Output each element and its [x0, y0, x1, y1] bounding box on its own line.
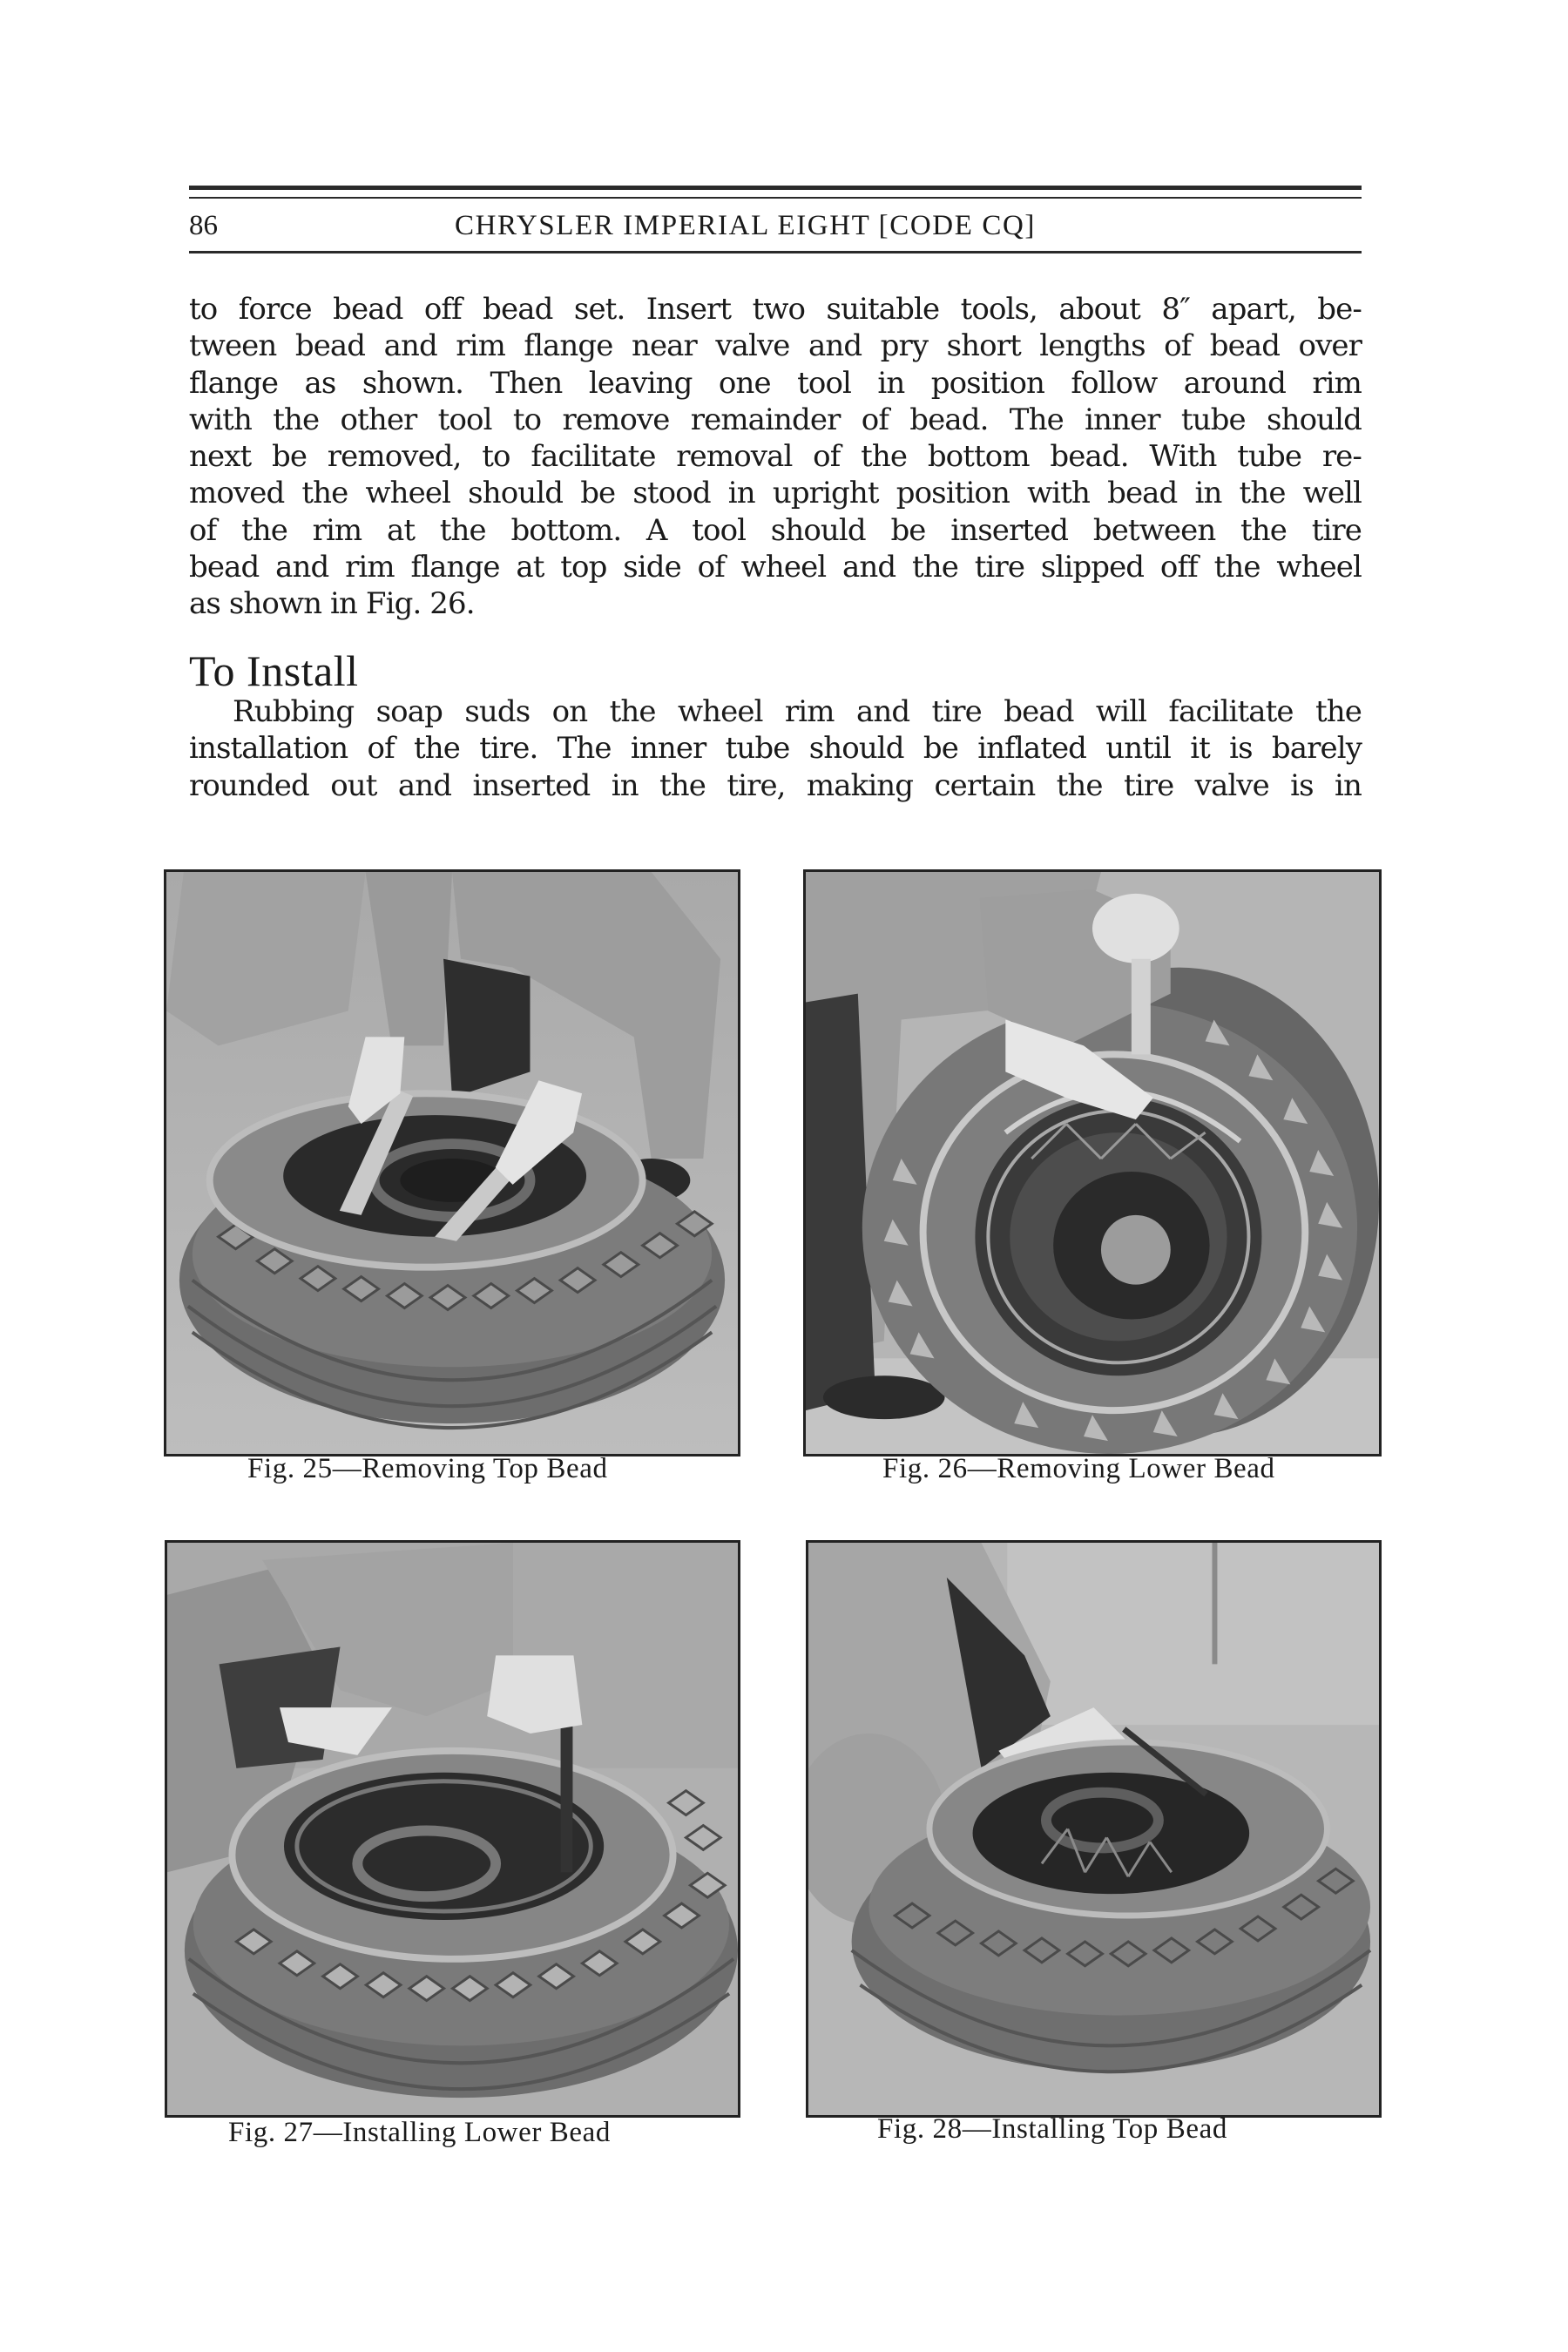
figure-28-caption: Fig. 28—Installing Top Bead [877, 2113, 1227, 2145]
running-title: CHRYSLER IMPERIAL EIGHT [CODE CQ] [455, 210, 1036, 241]
figure-27-caption: Fig. 27—Installing Lower Bead [228, 2117, 612, 2148]
figure-26-photo [803, 869, 1382, 1456]
text-line: of the rim at the bottom. A tool should be inserted between the tire [189, 512, 1362, 548]
page-number: 86 [189, 210, 218, 241]
text-line: next be removed, to facilitate removal of the bottom bead. With tube re- [189, 439, 1362, 475]
section-heading-to-install: To Install [189, 646, 359, 695]
text-line: with the other tool to remove remainder of bead. The inner tube should [189, 402, 1362, 437]
figure-26-caption: Fig. 26—Removing Lower Bead [882, 1453, 1275, 1484]
header-rule-thick [189, 186, 1362, 190]
text-line: Rubbing soap suds on the wheel rim and tire bead will facilitate the [233, 694, 1362, 729]
body-paragraph-2 [189, 693, 1362, 804]
header-rule-thin [189, 197, 1362, 199]
tire-photo-icon [166, 872, 738, 1454]
tire-photo-icon [808, 1543, 1379, 2115]
text-line: rounded out and inserted in the tire, making certain the tire valve is in [189, 767, 1362, 803]
text-line: bead and rim flange at top side of wheel and the tire slipped off the wheel [189, 550, 1362, 585]
figure-25-caption: Fig. 25—Removing Top Bead [247, 1453, 608, 1484]
figure-27-photo [165, 1540, 740, 2118]
text-line: flange as shown. Then leaving one tool in position follow around rim [189, 365, 1362, 401]
body-paragraph-1 [189, 291, 1362, 623]
figure-25-photo [164, 869, 740, 1456]
text-line: moved the wheel should be stood in upright position with bead in the well [189, 476, 1362, 511]
text-line: to force bead off bead set. Insert two suitable tools, about 8″ apart, be- [189, 292, 1362, 327]
text-line: installation of the tire. The inner tube should be inflated until it is barely [189, 731, 1362, 767]
figure-28-photo [806, 1540, 1382, 2118]
text-line: tween bead and rim flange near valve and pry short lengths of bead over [189, 328, 1362, 364]
tire-photo-icon [167, 1543, 738, 2115]
text-line: as shown in Fig. 26. [189, 586, 475, 622]
header-rule-bottom [189, 251, 1362, 253]
tire-photo-icon [806, 872, 1379, 1454]
